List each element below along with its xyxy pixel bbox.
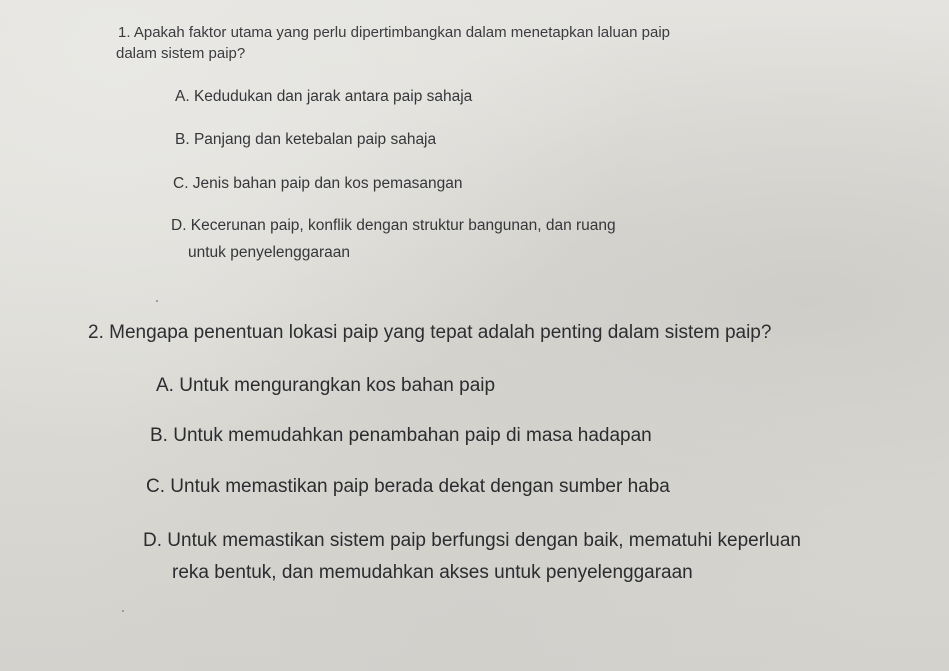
question-1-option-a[interactable]: A. Kedudukan dan jarak antara paip sahaja xyxy=(175,88,473,105)
question-1-option-b[interactable]: B. Panjang dan ketebalan paip sahaja xyxy=(175,131,437,148)
paper-speck xyxy=(122,610,124,612)
question-2-option-a[interactable]: A. Untuk mengurangkan kos bahan paip xyxy=(156,375,496,396)
question-1-option-d-line-1: D. Kecerunan paip, konflik dengan struktur bangunan, dan ruang xyxy=(171,217,616,234)
question-2-stem: 2. Mengapa penentuan lokasi paip yang tepat adalah penting dalam sistem paip? xyxy=(88,322,772,343)
question-1-option-d-line-2: untuk penyelenggaraan xyxy=(188,244,351,261)
question-1-option-d[interactable] xyxy=(171,214,616,265)
question-2-option-d-line-2: reka bentuk, dan memudahkan akses untuk penyelenggaraan xyxy=(172,562,693,583)
question-1-stem xyxy=(118,22,670,64)
question-2-option-d-line-1: D. Untuk memastikan sistem paip berfungsi dengan baik, mematuhi keperluan xyxy=(143,530,801,551)
question-1-option-c[interactable]: C. Jenis bahan paip dan kos pemasangan xyxy=(173,175,463,192)
question-2-option-d[interactable] xyxy=(143,527,801,587)
question-1-stem-line-1: 1. Apakah faktor utama yang perlu dipertimbangkan dalam menetapkan laluan paip xyxy=(118,24,671,41)
question-2-option-c[interactable]: C. Untuk memastikan paip berada dekat dengan sumber haba xyxy=(146,476,670,497)
question-2-option-b[interactable]: B. Untuk memudahkan penambahan paip di masa hadapan xyxy=(150,425,652,446)
question-1-stem-line-2: dalam sistem paip? xyxy=(116,45,246,62)
paper-speck xyxy=(156,300,158,302)
